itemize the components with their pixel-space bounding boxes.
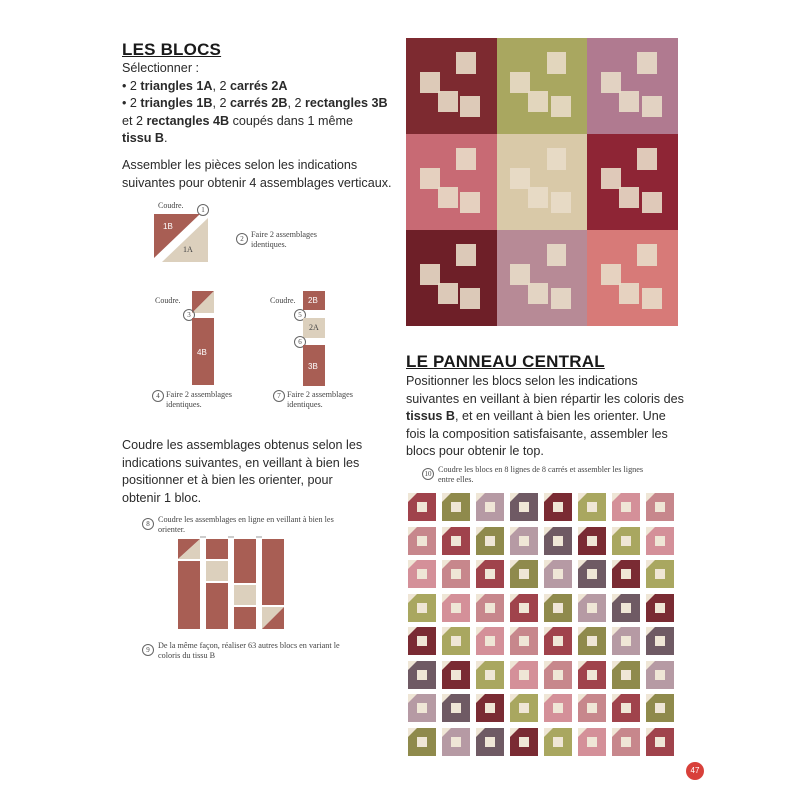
grid-block-triangle: [646, 694, 655, 703]
quilt-patch: [642, 192, 662, 213]
quilt-photo-block: [406, 134, 497, 230]
assembly-instructions: Assembler les pièces selon les indications suivantes pour obtenir 4 assemblages verticaux.: [122, 158, 392, 190]
grid-block: [578, 661, 606, 689]
grid-block-patch: [519, 636, 529, 646]
grid-block-triangle: [510, 728, 519, 737]
grid-block: [646, 594, 674, 622]
block-assembly-diagram: [176, 535, 286, 635]
quilt-patch: [420, 264, 440, 285]
grid-block-patch: [621, 737, 631, 747]
grid-block-triangle: [442, 627, 451, 636]
grid-block-triangle: [646, 627, 655, 636]
grid-block-triangle: [408, 627, 417, 636]
grid-block: [612, 661, 640, 689]
grid-block-patch: [553, 536, 563, 546]
grid-block-triangle: [510, 560, 519, 569]
grid-block: [646, 627, 674, 655]
grid-block-triangle: [442, 728, 451, 737]
quilt-photo-block: [587, 134, 678, 230]
grid-block: [408, 560, 436, 588]
step7-text: Faire 2 assemblages identiques.: [287, 390, 353, 409]
grid-block: [408, 661, 436, 689]
grid-block-patch: [655, 536, 665, 546]
grid-block-patch: [621, 636, 631, 646]
grid-block: [578, 694, 606, 722]
quilt-patch: [438, 187, 458, 208]
grid-block-patch: [485, 603, 495, 613]
quilt-patch: [619, 283, 639, 304]
column-1: [178, 539, 200, 629]
grid-block: [646, 694, 674, 722]
grid-block-patch: [451, 569, 461, 579]
selection-line-1: • 2 triangles 1A, 2 carrés 2A: [122, 78, 288, 93]
grid-block-triangle: [646, 594, 655, 603]
quilt-patch: [528, 187, 548, 208]
grid-block-patch: [553, 603, 563, 613]
grid-block-triangle: [408, 594, 417, 603]
block-instructions: Coudre les assemblages obtenus selon les indications suivantes, en veillant à bien les positionner et à bien les orienter, pour obtenir 1 bloc.: [122, 438, 363, 505]
grid-block-triangle: [578, 527, 587, 536]
grid-block-patch: [655, 502, 665, 512]
grid-block-triangle: [544, 493, 553, 502]
section-title-panneau: LE PANNEAU CENTRAL: [406, 352, 605, 371]
grid-block-triangle: [578, 661, 587, 670]
quilt-patch: [528, 91, 548, 112]
quilt-patch: [460, 96, 480, 117]
quilt-patch: [547, 148, 567, 169]
grid-block-triangle: [646, 560, 655, 569]
grid-block: [646, 661, 674, 689]
grid-block-patch: [553, 737, 563, 747]
grid-block-patch: [417, 703, 427, 713]
grid-block: [544, 594, 572, 622]
grid-block-triangle: [408, 728, 417, 737]
grid-block-patch: [519, 703, 529, 713]
grid-block-patch: [655, 703, 665, 713]
grid-block-triangle: [476, 527, 485, 536]
grid-block-patch: [655, 670, 665, 680]
grid-block-patch: [621, 703, 631, 713]
grid-block: [408, 493, 436, 521]
quilt-patch: [642, 96, 662, 117]
quilt-photo-block: [497, 230, 588, 326]
triangle-square-diagram: [152, 212, 212, 264]
grid-block-patch: [485, 703, 495, 713]
column-3: [234, 539, 256, 629]
piece-1a-label: 1A: [183, 245, 193, 254]
grid-block-patch: [417, 670, 427, 680]
quilt-patch: [637, 244, 657, 265]
grid-block-triangle: [612, 728, 621, 737]
quilt-patch: [438, 283, 458, 304]
grid-block: [476, 728, 504, 756]
quilt-patch: [456, 148, 476, 169]
step9-text: De la même façon, réaliser 63 autres blocs en variant le coloris du tissu B: [158, 641, 340, 660]
grid-block: [442, 728, 470, 756]
grid-block-triangle: [612, 627, 621, 636]
assembly-grid: [404, 490, 684, 758]
grid-block-patch: [553, 670, 563, 680]
grid-block: [408, 694, 436, 722]
grid-block-triangle: [476, 493, 485, 502]
quilt-photo-block: [497, 38, 588, 134]
grid-block-triangle: [408, 527, 417, 536]
grid-block: [476, 560, 504, 588]
grid-block-triangle: [442, 594, 451, 603]
step9-number: 9: [142, 644, 154, 656]
grid-block: [646, 527, 674, 555]
step4-number: 4: [152, 390, 164, 402]
grid-block: [476, 527, 504, 555]
quilt-photo-block: [406, 230, 497, 326]
grid-block-triangle: [442, 694, 451, 703]
grid-block-triangle: [442, 560, 451, 569]
grid-block-triangle: [510, 493, 519, 502]
grid-block: [544, 728, 572, 756]
grid-block: [510, 493, 538, 521]
piece-4b-label: 4B: [197, 348, 207, 357]
grid-block-patch: [621, 603, 631, 613]
grid-block: [476, 594, 504, 622]
grid-block-triangle: [544, 527, 553, 536]
grid-block: [544, 527, 572, 555]
grid-block-triangle: [408, 661, 417, 670]
grid-block-patch: [417, 737, 427, 747]
grid-block-triangle: [544, 661, 553, 670]
quilt-patch: [456, 52, 476, 73]
page-number: 47: [686, 762, 704, 780]
grid-block-patch: [655, 603, 665, 613]
grid-block-triangle: [612, 661, 621, 670]
grid-block: [646, 493, 674, 521]
grid-block-patch: [417, 569, 427, 579]
blocs-selection-text: [122, 60, 392, 148]
grid-block: [578, 594, 606, 622]
grid-block-patch: [485, 636, 495, 646]
quilt-patch: [460, 288, 480, 309]
grid-block-patch: [621, 670, 631, 680]
grid-block: [544, 661, 572, 689]
grid-block: [510, 527, 538, 555]
grid-block: [646, 560, 674, 588]
step7-number: 7: [273, 390, 285, 402]
grid-block: [544, 627, 572, 655]
grid-block: [442, 694, 470, 722]
grid-block-patch: [553, 569, 563, 579]
grid-block-triangle: [646, 493, 655, 502]
grid-block: [578, 627, 606, 655]
column-2: [206, 539, 228, 629]
grid-block-triangle: [544, 694, 553, 703]
grid-block-patch: [485, 670, 495, 680]
grid-block-patch: [519, 502, 529, 512]
column-4: [262, 539, 284, 629]
grid-block: [476, 627, 504, 655]
quilt-patch: [510, 72, 530, 93]
piece-1b-label: 1B: [163, 222, 173, 231]
grid-block: [510, 728, 538, 756]
grid-block-triangle: [646, 661, 655, 670]
small-hst: [192, 291, 214, 313]
grid-block-triangle: [476, 728, 485, 737]
grid-block: [442, 661, 470, 689]
step3-number: 3: [183, 309, 195, 321]
grid-block-triangle: [612, 493, 621, 502]
grid-block: [578, 728, 606, 756]
selection-line-2: • 2 triangles 1B, 2 carrés 2B, 2 rectangles 3B: [122, 96, 388, 110]
step10-text: Coudre les blocs en 8 lignes de 8 carrés et assembler les lignes entre elles.: [438, 465, 644, 484]
grid-block-patch: [485, 737, 495, 747]
grid-block-triangle: [646, 728, 655, 737]
grid-block-patch: [451, 636, 461, 646]
selection-line-4: tissu B.: [122, 131, 168, 145]
quilt-patch: [420, 168, 440, 189]
grid-block: [544, 694, 572, 722]
grid-block-patch: [451, 703, 461, 713]
grid-block-patch: [587, 670, 597, 680]
grid-block-patch: [451, 502, 461, 512]
grid-block-triangle: [442, 661, 451, 670]
quilt-patch: [619, 91, 639, 112]
grid-block: [442, 594, 470, 622]
grid-block-triangle: [578, 728, 587, 737]
grid-block-triangle: [578, 560, 587, 569]
grid-block-patch: [655, 569, 665, 579]
quilt-patch: [510, 264, 530, 285]
quilt-patch: [420, 72, 440, 93]
quilt-patch: [510, 168, 530, 189]
grid-block: [476, 694, 504, 722]
grid-block-patch: [417, 536, 427, 546]
panneau-instructions: Positionner les blocs selon les indications suivantes en veillant à bien répartir les coloris des tissus B, et en veillant à bien les orienter. Une fois la composition satisfaisante, assembler les blocs pour obtenir le top.: [406, 374, 684, 458]
grid-block-triangle: [646, 527, 655, 536]
grid-block: [612, 527, 640, 555]
grid-block-patch: [553, 502, 563, 512]
step1-label: Coudre.: [158, 201, 184, 210]
grid-block-triangle: [544, 560, 553, 569]
grid-block-patch: [451, 670, 461, 680]
grid-block: [476, 661, 504, 689]
grid-block-triangle: [510, 594, 519, 603]
grid-block-triangle: [510, 694, 519, 703]
grid-block: [612, 493, 640, 521]
grid-block: [510, 627, 538, 655]
grid-block: [408, 527, 436, 555]
grid-block: [578, 560, 606, 588]
grid-block-triangle: [544, 594, 553, 603]
grid-block-triangle: [578, 694, 587, 703]
grid-block-patch: [451, 536, 461, 546]
grid-block-triangle: [476, 594, 485, 603]
grid-block-patch: [621, 536, 631, 546]
grid-block-patch: [485, 569, 495, 579]
grid-block: [408, 594, 436, 622]
step2-number: 2: [236, 233, 248, 245]
grid-block-triangle: [612, 527, 621, 536]
grid-block-patch: [519, 569, 529, 579]
quilt-patch: [460, 192, 480, 213]
quilt-patch: [601, 72, 621, 93]
grid-block: [442, 627, 470, 655]
quilt-photo-block: [587, 230, 678, 326]
quilt-patch: [551, 192, 571, 213]
step8-text: Coudre les assemblages en ligne en veillant à bien les orienter.: [158, 515, 334, 534]
grid-block-triangle: [408, 493, 417, 502]
grid-block-patch: [587, 569, 597, 579]
step10-number: 10: [422, 468, 434, 480]
grid-block-triangle: [510, 527, 519, 536]
select-label: Sélectionner :: [122, 61, 200, 75]
grid-block-triangle: [578, 627, 587, 636]
grid-block: [510, 694, 538, 722]
quilt-photo-block: [587, 38, 678, 134]
grid-block-triangle: [510, 661, 519, 670]
grid-block-patch: [417, 636, 427, 646]
grid-block-patch: [519, 536, 529, 546]
grid-block: [442, 527, 470, 555]
grid-block-patch: [587, 737, 597, 747]
step2-text: Faire 2 assemblages identiques.: [251, 230, 317, 249]
grid-block: [544, 560, 572, 588]
step6-number: 6: [294, 336, 306, 348]
grid-block-patch: [587, 703, 597, 713]
grid-block-triangle: [442, 527, 451, 536]
grid-block-triangle: [408, 560, 417, 569]
quilt-patch: [438, 91, 458, 112]
step3-label: Coudre.: [155, 296, 181, 305]
quilt-patch: [619, 187, 639, 208]
quilt-patch: [551, 96, 571, 117]
grid-block: [578, 493, 606, 521]
step4-text: Faire 2 assemblages identiques.: [166, 390, 232, 409]
quilt-patch: [601, 168, 621, 189]
quilt-photo: [406, 38, 678, 326]
grid-block: [442, 560, 470, 588]
grid-block-triangle: [510, 627, 519, 636]
grid-block: [544, 493, 572, 521]
grid-block-triangle: [612, 694, 621, 703]
grid-block-patch: [621, 502, 631, 512]
grid-block-patch: [519, 603, 529, 613]
grid-block-triangle: [476, 694, 485, 703]
grid-block: [476, 493, 504, 521]
grid-block-patch: [655, 636, 665, 646]
grid-block-patch: [417, 603, 427, 613]
grid-block-patch: [485, 536, 495, 546]
grid-block: [510, 560, 538, 588]
grid-block-triangle: [612, 560, 621, 569]
grid-block-patch: [655, 737, 665, 747]
grid-block: [578, 527, 606, 555]
section-title-blocs: LES BLOCS: [122, 40, 222, 59]
grid-block: [612, 694, 640, 722]
grid-block-patch: [587, 603, 597, 613]
grid-block-triangle: [544, 728, 553, 737]
grid-block-triangle: [578, 594, 587, 603]
quilt-patch: [637, 148, 657, 169]
grid-block: [612, 728, 640, 756]
quilt-patch: [637, 52, 657, 73]
grid-block-patch: [519, 737, 529, 747]
grid-block: [408, 627, 436, 655]
quilt-photo-block: [497, 134, 588, 230]
quilt-photo-block: [406, 38, 497, 134]
grid-block-patch: [553, 636, 563, 646]
grid-block: [646, 728, 674, 756]
grid-block-triangle: [578, 493, 587, 502]
grid-block-patch: [587, 536, 597, 546]
grid-block-patch: [451, 737, 461, 747]
grid-block: [612, 594, 640, 622]
grid-block: [612, 627, 640, 655]
step5-number: 5: [294, 309, 306, 321]
piece-2a-label: 2A: [309, 323, 319, 332]
grid-block-triangle: [442, 493, 451, 502]
grid-block-patch: [553, 703, 563, 713]
piece-2b-label: 2B: [308, 296, 318, 305]
grid-block-triangle: [408, 694, 417, 703]
grid-block-patch: [587, 636, 597, 646]
quilt-patch: [547, 52, 567, 73]
step5-label: Coudre.: [270, 296, 296, 305]
grid-block-patch: [519, 670, 529, 680]
grid-block-triangle: [544, 627, 553, 636]
grid-block: [510, 661, 538, 689]
quilt-patch: [601, 264, 621, 285]
quilt-patch: [456, 244, 476, 265]
grid-block: [442, 493, 470, 521]
piece-3b-label: 3B: [308, 362, 318, 371]
grid-block-patch: [587, 502, 597, 512]
quilt-patch: [642, 288, 662, 309]
grid-block-triangle: [476, 661, 485, 670]
step1-number: 1: [197, 204, 209, 216]
quilt-patch: [551, 288, 571, 309]
grid-block: [408, 728, 436, 756]
grid-block-triangle: [476, 627, 485, 636]
step8-number: 8: [142, 518, 154, 530]
grid-block: [612, 560, 640, 588]
grid-block-patch: [417, 502, 427, 512]
grid-block-patch: [485, 502, 495, 512]
quilt-patch: [528, 283, 548, 304]
grid-block: [510, 594, 538, 622]
grid-block-patch: [451, 603, 461, 613]
grid-block-triangle: [476, 560, 485, 569]
selection-line-3: et 2 rectangles 4B coupés dans 1 même: [122, 113, 354, 128]
grid-block-patch: [621, 569, 631, 579]
grid-block-triangle: [612, 594, 621, 603]
quilt-patch: [547, 244, 567, 265]
